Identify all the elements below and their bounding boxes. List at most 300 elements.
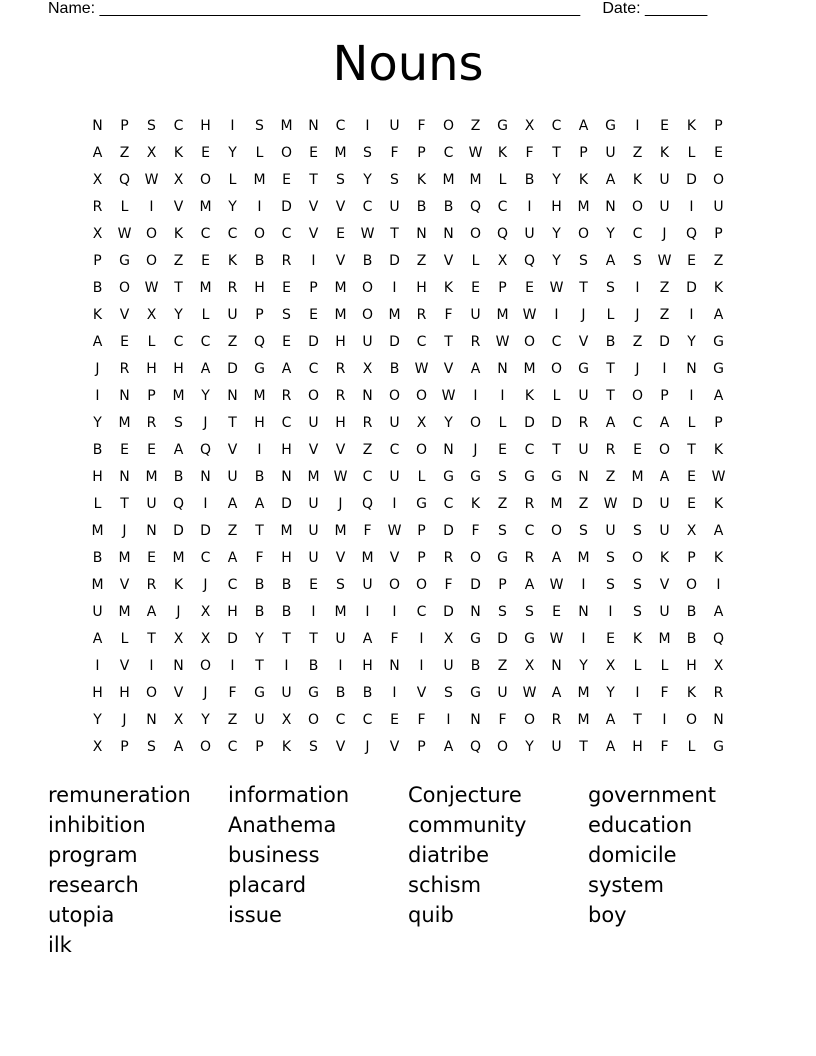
grid-letter[interactable]: R [470, 333, 481, 350]
grid-letter[interactable]: N [443, 441, 454, 458]
grid-letter[interactable]: I [95, 387, 100, 404]
grid-letter[interactable]: U [308, 549, 319, 566]
grid-letter[interactable]: D [686, 279, 697, 296]
grid-letter[interactable]: I [149, 657, 154, 674]
grid-letter[interactable]: M [307, 468, 320, 485]
grid-letter[interactable]: C [416, 333, 427, 350]
grid-letter[interactable]: K [713, 279, 724, 296]
grid-letter[interactable]: G [578, 360, 589, 377]
grid-letter[interactable]: L [606, 306, 615, 323]
grid-letter[interactable]: T [606, 360, 615, 377]
grid-letter[interactable]: M [199, 279, 212, 296]
grid-letter[interactable]: I [365, 603, 370, 620]
grid-letter[interactable]: T [687, 441, 696, 458]
grid-letter[interactable]: S [336, 576, 345, 593]
grid-letter[interactable]: Y [228, 144, 237, 161]
grid-letter[interactable]: H [335, 414, 346, 431]
grid-letter[interactable]: I [446, 711, 451, 728]
grid-letter[interactable]: M [550, 495, 563, 512]
grid-letter[interactable]: T [120, 495, 129, 512]
grid-letter[interactable]: V [119, 657, 130, 674]
grid-letter[interactable]: J [662, 225, 667, 242]
grid-letter[interactable]: W [549, 576, 564, 593]
grid-letter[interactable]: P [498, 279, 507, 296]
grid-letter[interactable]: Y [255, 630, 264, 647]
grid-letter[interactable]: M [253, 387, 266, 404]
grid-letter[interactable]: J [95, 360, 100, 377]
grid-letter[interactable]: O [631, 198, 644, 215]
grid-letter[interactable]: I [392, 495, 397, 512]
grid-letter[interactable]: P [147, 387, 156, 404]
grid-letter[interactable]: U [335, 630, 346, 647]
grid-letter[interactable]: B [416, 198, 427, 215]
grid-letter[interactable]: I [581, 576, 586, 593]
grid-letter[interactable]: X [524, 657, 535, 674]
grid-letter[interactable]: S [498, 603, 507, 620]
grid-letter[interactable]: G [713, 738, 724, 755]
grid-letter[interactable]: K [524, 387, 535, 404]
grid-letter[interactable]: B [281, 603, 292, 620]
grid-letter[interactable]: C [524, 522, 535, 539]
grid-letter[interactable]: P [660, 387, 669, 404]
grid-letter[interactable]: B [92, 279, 103, 296]
grid-letter[interactable]: K [578, 171, 589, 188]
grid-letter[interactable]: I [230, 657, 235, 674]
grid-letter[interactable]: O [523, 333, 536, 350]
grid-letter[interactable]: E [282, 333, 291, 350]
grid-letter[interactable]: O [145, 684, 158, 701]
grid-letter[interactable]: S [498, 522, 507, 539]
grid-letter[interactable]: Z [362, 441, 373, 458]
grid-letter[interactable]: E [309, 144, 318, 161]
grid-letter[interactable]: N [119, 468, 130, 485]
grid-letter[interactable]: Y [606, 684, 615, 701]
grid-letter[interactable]: Q [685, 225, 698, 242]
grid-letter[interactable]: N [713, 711, 724, 728]
grid-letter[interactable]: W [522, 306, 537, 323]
grid-letter[interactable]: W [117, 225, 132, 242]
grid-letter[interactable]: E [660, 117, 669, 134]
grid-letter[interactable]: B [362, 684, 373, 701]
grid-letter[interactable]: G [470, 630, 481, 647]
grid-letter[interactable]: W [441, 387, 456, 404]
grid-letter[interactable]: Q [361, 495, 374, 512]
grid-letter[interactable]: M [334, 144, 347, 161]
grid-letter[interactable]: O [118, 279, 131, 296]
grid-letter[interactable]: N [578, 468, 589, 485]
grid-letter[interactable]: L [228, 171, 237, 188]
grid-letter[interactable]: A [713, 603, 724, 620]
grid-letter[interactable]: I [635, 279, 640, 296]
grid-letter[interactable]: J [176, 603, 181, 620]
grid-letter[interactable]: A [659, 414, 670, 431]
grid-letter[interactable]: F [444, 576, 453, 593]
grid-letter[interactable]: I [635, 117, 640, 134]
grid-letter[interactable]: L [552, 387, 561, 404]
grid-letter[interactable]: Z [659, 306, 670, 323]
grid-letter[interactable]: A [659, 468, 670, 485]
grid-letter[interactable]: X [362, 360, 373, 377]
grid-letter[interactable]: X [200, 603, 211, 620]
grid-letter[interactable]: N [416, 225, 427, 242]
grid-letter[interactable]: G [713, 360, 724, 377]
grid-letter[interactable]: F [471, 522, 480, 539]
grid-letter[interactable]: F [498, 711, 507, 728]
grid-letter[interactable]: I [95, 657, 100, 674]
grid-letter[interactable]: W [603, 495, 618, 512]
grid-letter[interactable]: M [334, 603, 347, 620]
grid-letter[interactable]: A [578, 117, 589, 134]
grid-letter[interactable]: S [633, 576, 642, 593]
grid-letter[interactable]: X [416, 414, 427, 431]
grid-letter[interactable]: F [390, 630, 399, 647]
grid-letter[interactable]: G [605, 117, 616, 134]
grid-letter[interactable]: C [227, 225, 238, 242]
grid-letter[interactable]: G [470, 468, 481, 485]
grid-letter[interactable]: P [687, 549, 696, 566]
grid-letter[interactable]: J [122, 522, 127, 539]
grid-letter[interactable]: M [334, 522, 347, 539]
grid-letter[interactable]: M [118, 414, 131, 431]
grid-letter[interactable]: Q [496, 225, 509, 242]
grid-letter[interactable]: G [254, 684, 265, 701]
grid-letter[interactable]: B [335, 684, 346, 701]
grid-letter[interactable]: Y [552, 252, 561, 269]
grid-letter[interactable]: U [308, 522, 319, 539]
grid-letter[interactable]: U [578, 441, 589, 458]
grid-letter[interactable]: K [632, 630, 643, 647]
grid-letter[interactable]: R [92, 198, 103, 215]
grid-letter[interactable]: Y [552, 225, 561, 242]
grid-letter[interactable]: F [660, 684, 669, 701]
grid-letter[interactable]: I [419, 630, 424, 647]
grid-letter[interactable]: W [144, 279, 159, 296]
grid-letter[interactable]: O [550, 522, 563, 539]
grid-letter[interactable]: Q [523, 252, 536, 269]
grid-letter[interactable]: B [524, 171, 535, 188]
grid-letter[interactable]: I [527, 198, 532, 215]
grid-letter[interactable]: R [713, 684, 724, 701]
grid-letter[interactable]: O [685, 576, 698, 593]
grid-letter[interactable]: T [552, 144, 561, 161]
grid-letter[interactable]: G [551, 468, 562, 485]
grid-letter[interactable]: R [281, 252, 292, 269]
grid-letter[interactable]: G [713, 333, 724, 350]
grid-letter[interactable]: T [255, 657, 264, 674]
grid-letter[interactable]: A [281, 360, 292, 377]
grid-letter[interactable]: N [227, 387, 238, 404]
grid-letter[interactable]: K [659, 549, 670, 566]
grid-letter[interactable]: P [714, 117, 723, 134]
grid-letter[interactable]: O [631, 387, 644, 404]
grid-letter[interactable]: M [577, 549, 590, 566]
grid-letter[interactable]: K [173, 144, 184, 161]
grid-letter[interactable]: E [552, 603, 561, 620]
grid-letter[interactable]: I [500, 387, 505, 404]
grid-letter[interactable]: X [146, 306, 157, 323]
grid-letter[interactable]: A [605, 171, 616, 188]
grid-letter[interactable]: U [254, 711, 265, 728]
grid-letter[interactable]: M [442, 171, 455, 188]
grid-letter[interactable]: T [309, 630, 318, 647]
grid-letter[interactable]: O [280, 144, 293, 161]
grid-letter[interactable]: P [417, 144, 426, 161]
grid-letter[interactable]: V [659, 576, 670, 593]
grid-letter[interactable]: N [497, 360, 508, 377]
grid-letter[interactable]: Y [552, 171, 561, 188]
grid-letter[interactable]: S [633, 603, 642, 620]
grid-letter[interactable]: B [254, 468, 265, 485]
grid-letter[interactable]: E [606, 630, 615, 647]
grid-letter[interactable]: T [228, 414, 237, 431]
grid-letter[interactable]: X [92, 225, 103, 242]
grid-letter[interactable]: L [255, 144, 264, 161]
grid-letter[interactable]: U [389, 198, 400, 215]
grid-letter[interactable]: L [660, 657, 669, 674]
grid-letter[interactable]: O [496, 738, 509, 755]
grid-letter[interactable]: O [145, 252, 158, 269]
grid-letter[interactable]: U [146, 495, 157, 512]
grid-letter[interactable]: S [363, 144, 372, 161]
grid-letter[interactable]: B [281, 576, 292, 593]
grid-letter[interactable]: Z [173, 252, 184, 269]
grid-letter[interactable]: I [608, 603, 613, 620]
grid-letter[interactable]: H [254, 279, 265, 296]
grid-letter[interactable]: X [173, 171, 184, 188]
grid-letter[interactable]: V [119, 576, 130, 593]
grid-letter[interactable]: B [470, 657, 481, 674]
grid-letter[interactable]: E [471, 279, 480, 296]
grid-letter[interactable]: R [281, 387, 292, 404]
grid-letter[interactable]: W [549, 630, 564, 647]
grid-letter[interactable]: O [442, 117, 455, 134]
grid-letter[interactable]: C [362, 198, 373, 215]
grid-letter[interactable]: D [551, 414, 562, 431]
grid-letter[interactable]: U [659, 522, 670, 539]
grid-letter[interactable]: R [551, 711, 562, 728]
grid-letter[interactable]: L [120, 630, 129, 647]
grid-letter[interactable]: E [633, 441, 642, 458]
grid-letter[interactable]: E [120, 333, 129, 350]
grid-letter[interactable]: M [145, 468, 158, 485]
grid-letter[interactable]: V [308, 441, 319, 458]
grid-letter[interactable]: N [173, 657, 184, 674]
grid-letter[interactable]: H [254, 414, 265, 431]
grid-letter[interactable]: O [199, 738, 212, 755]
grid-letter[interactable]: D [497, 630, 508, 647]
grid-letter[interactable]: V [173, 198, 184, 215]
grid-letter[interactable]: G [416, 495, 427, 512]
grid-letter[interactable]: N [281, 468, 292, 485]
grid-letter[interactable]: Z [227, 522, 238, 539]
grid-letter[interactable]: B [362, 252, 373, 269]
grid-letter[interactable]: U [227, 468, 238, 485]
grid-letter[interactable]: A [713, 522, 724, 539]
grid-letter[interactable]: F [390, 144, 399, 161]
grid-letter[interactable]: X [713, 657, 724, 674]
grid-letter[interactable]: W [360, 225, 375, 242]
grid-letter[interactable]: A [443, 738, 454, 755]
grid-letter[interactable]: L [201, 306, 210, 323]
grid-letter[interactable]: A [713, 306, 724, 323]
grid-letter[interactable]: M [469, 171, 482, 188]
grid-letter[interactable]: C [362, 468, 373, 485]
grid-letter[interactable]: V [335, 441, 346, 458]
grid-letter[interactable]: O [523, 711, 536, 728]
grid-letter[interactable]: I [419, 657, 424, 674]
grid-letter[interactable]: M [523, 360, 536, 377]
grid-letter[interactable]: O [199, 657, 212, 674]
grid-letter[interactable]: C [200, 333, 211, 350]
grid-letter[interactable]: Y [525, 738, 534, 755]
grid-letter[interactable]: T [579, 279, 588, 296]
grid-letter[interactable]: T [282, 630, 291, 647]
grid-letter[interactable]: A [254, 495, 265, 512]
grid-letter[interactable]: U [308, 414, 319, 431]
grid-letter[interactable]: I [203, 495, 208, 512]
grid-letter[interactable]: N [443, 225, 454, 242]
grid-letter[interactable]: A [470, 360, 481, 377]
grid-letter[interactable]: U [659, 171, 670, 188]
grid-letter[interactable]: Y [174, 306, 183, 323]
grid-letter[interactable]: U [362, 333, 373, 350]
grid-letter[interactable]: E [714, 144, 723, 161]
grid-letter[interactable]: M [361, 549, 374, 566]
grid-letter[interactable]: L [417, 468, 426, 485]
grid-letter[interactable]: U [443, 657, 454, 674]
grid-letter[interactable]: K [416, 171, 427, 188]
grid-letter[interactable]: E [282, 279, 291, 296]
grid-letter[interactable]: A [551, 549, 562, 566]
grid-letter[interactable]: U [713, 198, 724, 215]
grid-letter[interactable]: M [496, 306, 509, 323]
grid-letter[interactable]: I [284, 657, 289, 674]
grid-letter[interactable]: N [551, 657, 562, 674]
grid-letter[interactable]: L [498, 414, 507, 431]
grid-letter[interactable]: V [335, 738, 346, 755]
grid-letter[interactable]: O [577, 225, 590, 242]
grid-letter[interactable]: D [389, 333, 400, 350]
grid-letter[interactable]: V [443, 252, 454, 269]
grid-letter[interactable]: T [552, 441, 561, 458]
grid-letter[interactable]: R [443, 549, 454, 566]
grid-letter[interactable]: J [122, 711, 127, 728]
grid-letter[interactable]: X [200, 630, 211, 647]
grid-letter[interactable]: P [93, 252, 102, 269]
grid-letter[interactable]: T [309, 171, 318, 188]
grid-letter[interactable]: V [227, 441, 238, 458]
grid-letter[interactable]: P [417, 738, 426, 755]
grid-letter[interactable]: G [254, 360, 265, 377]
grid-letter[interactable]: J [365, 738, 370, 755]
grid-letter[interactable]: J [581, 306, 586, 323]
grid-letter[interactable]: E [309, 576, 318, 593]
grid-letter[interactable]: I [689, 198, 694, 215]
grid-letter[interactable]: R [362, 414, 373, 431]
grid-letter[interactable]: S [498, 468, 507, 485]
grid-letter[interactable]: S [606, 549, 615, 566]
grid-letter[interactable]: M [577, 684, 590, 701]
grid-letter[interactable]: I [392, 279, 397, 296]
grid-letter[interactable]: E [309, 306, 318, 323]
grid-letter[interactable]: N [200, 468, 211, 485]
grid-letter[interactable]: I [554, 306, 559, 323]
grid-letter[interactable]: X [173, 711, 184, 728]
grid-letter[interactable]: O [307, 711, 320, 728]
grid-letter[interactable]: Z [227, 333, 238, 350]
grid-letter[interactable]: F [660, 738, 669, 755]
grid-letter[interactable]: W [549, 279, 564, 296]
grid-letter[interactable]: U [227, 306, 238, 323]
grid-letter[interactable]: E [201, 252, 210, 269]
grid-letter[interactable]: P [714, 225, 723, 242]
grid-letter[interactable]: M [91, 522, 104, 539]
grid-letter[interactable]: E [120, 441, 129, 458]
grid-letter[interactable]: A [551, 684, 562, 701]
grid-letter[interactable]: P [714, 414, 723, 431]
grid-letter[interactable]: Q [253, 333, 266, 350]
grid-letter[interactable]: I [311, 252, 316, 269]
grid-letter[interactable]: V [308, 198, 319, 215]
grid-letter[interactable]: F [525, 144, 534, 161]
grid-letter[interactable]: A [227, 549, 238, 566]
grid-letter[interactable]: O [361, 306, 374, 323]
grid-letter[interactable]: O [415, 576, 428, 593]
grid-letter[interactable]: I [365, 117, 370, 134]
grid-letter[interactable]: B [254, 576, 265, 593]
grid-letter[interactable]: O [307, 387, 320, 404]
grid-letter[interactable]: E [147, 549, 156, 566]
grid-letter[interactable]: O [145, 225, 158, 242]
grid-letter[interactable]: O [361, 279, 374, 296]
grid-letter[interactable]: E [147, 441, 156, 458]
grid-letter[interactable]: U [389, 414, 400, 431]
grid-letter[interactable]: U [578, 387, 589, 404]
grid-letter[interactable]: W [387, 522, 402, 539]
grid-letter[interactable]: J [203, 684, 208, 701]
grid-letter[interactable]: P [120, 117, 129, 134]
grid-letter[interactable]: D [443, 603, 454, 620]
grid-letter[interactable]: O [415, 441, 428, 458]
grid-letter[interactable]: T [147, 630, 156, 647]
grid-letter[interactable]: S [579, 522, 588, 539]
grid-letter[interactable]: G [119, 252, 130, 269]
grid-letter[interactable]: K [632, 171, 643, 188]
grid-letter[interactable]: F [363, 522, 372, 539]
grid-letter[interactable]: H [200, 117, 211, 134]
grid-letter[interactable]: F [444, 306, 453, 323]
grid-letter[interactable]: L [687, 414, 696, 431]
grid-letter[interactable]: X [92, 171, 103, 188]
grid-letter[interactable]: K [686, 684, 697, 701]
grid-letter[interactable]: V [389, 549, 400, 566]
grid-letter[interactable]: J [473, 441, 478, 458]
grid-letter[interactable]: Q [172, 495, 185, 512]
grid-letter[interactable]: O [685, 711, 698, 728]
grid-letter[interactable]: Y [93, 711, 102, 728]
grid-letter[interactable]: I [716, 576, 721, 593]
grid-letter[interactable]: H [362, 657, 373, 674]
grid-letter[interactable]: O [550, 360, 563, 377]
grid-letter[interactable]: C [173, 333, 184, 350]
grid-letter[interactable]: V [119, 306, 130, 323]
grid-letter[interactable]: K [713, 495, 724, 512]
grid-letter[interactable]: U [659, 495, 670, 512]
grid-letter[interactable]: S [579, 252, 588, 269]
grid-letter[interactable]: B [389, 360, 400, 377]
grid-letter[interactable]: E [687, 495, 696, 512]
grid-letter[interactable]: T [255, 522, 264, 539]
